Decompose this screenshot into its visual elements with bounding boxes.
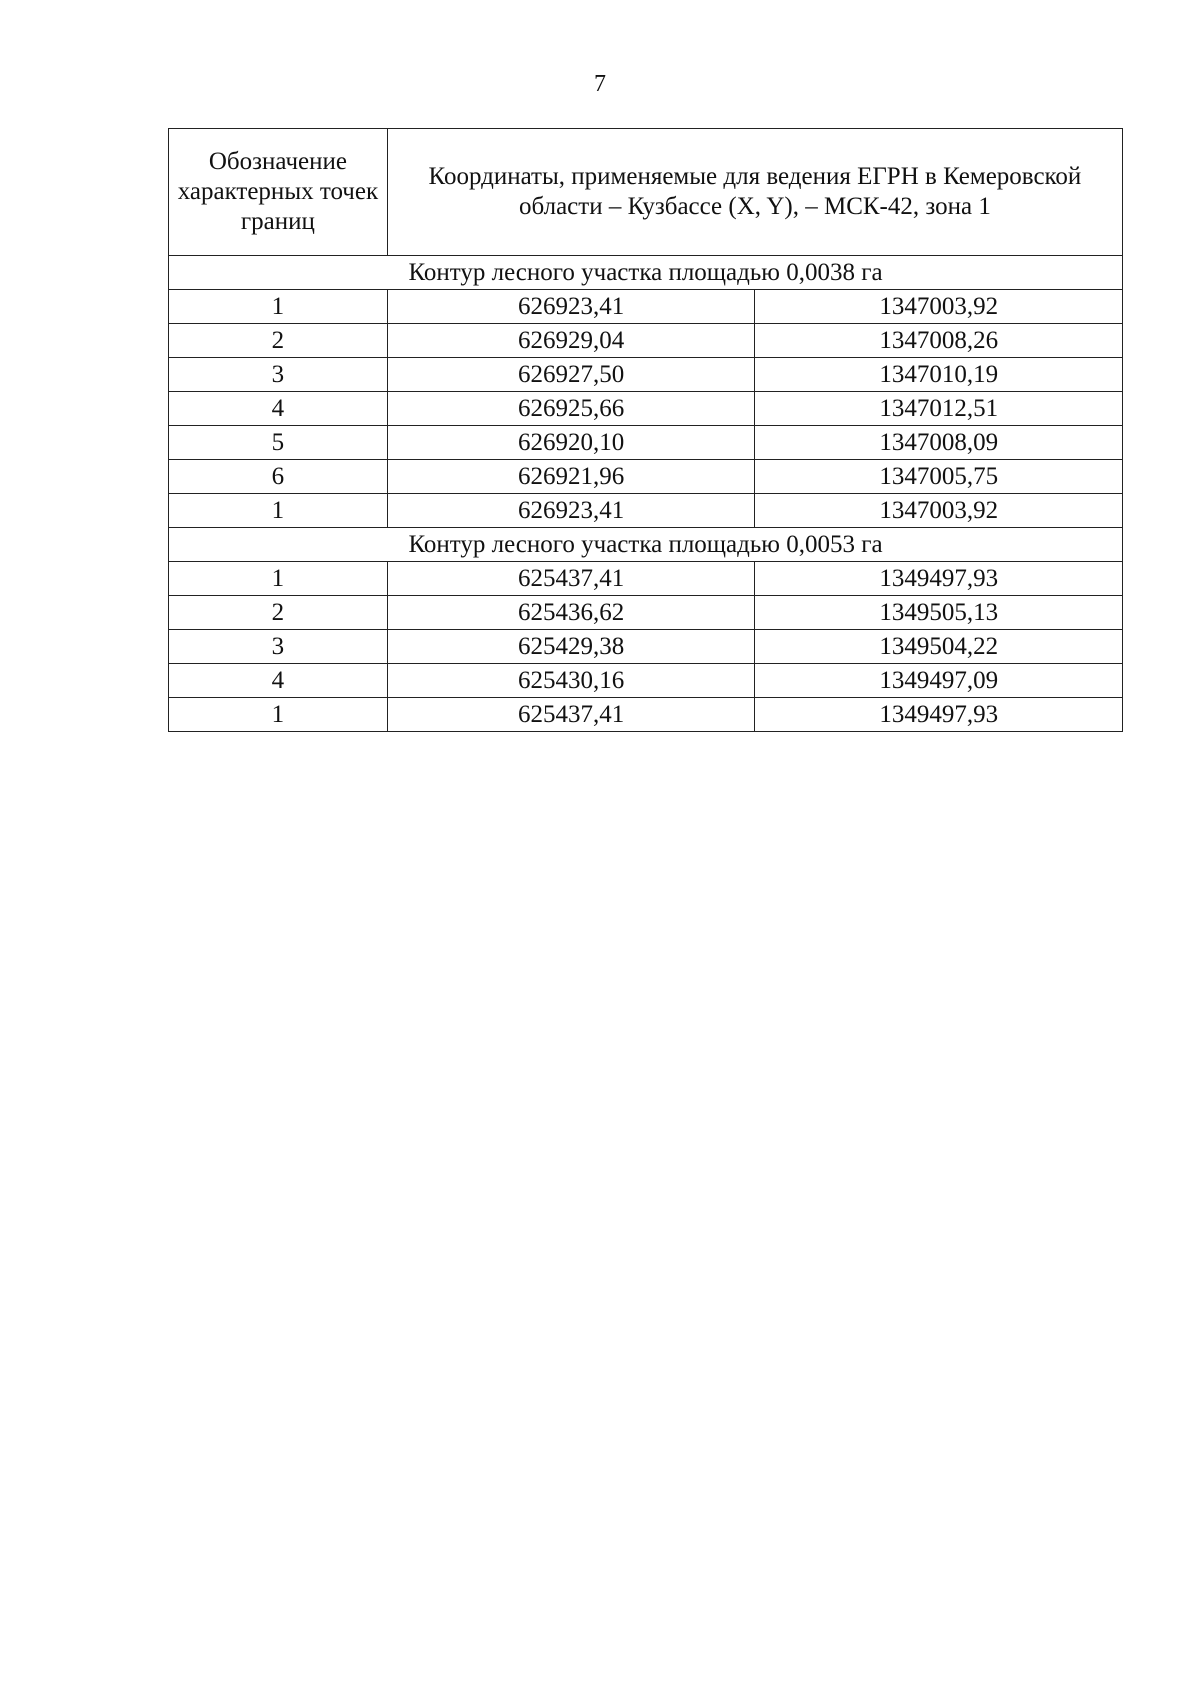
cell-x-coordinate: 626923,41 [387,290,755,324]
cell-y-coordinate: 1347012,51 [755,392,1123,426]
cell-y-coordinate: 1349497,93 [755,562,1123,596]
cell-y-coordinate: 1349497,09 [755,664,1123,698]
table-header-row [169,129,1123,256]
table-row [169,358,1123,392]
section-title: Контур лесного участка площадью 0,0038 га [169,256,1123,290]
cell-y-coordinate: 1347010,19 [755,358,1123,392]
cell-point: 2 [169,596,388,630]
table-row [169,324,1123,358]
cell-point: 4 [169,664,388,698]
cell-x-coordinate: 625430,16 [387,664,755,698]
cell-x-coordinate: 626925,66 [387,392,755,426]
cell-y-coordinate: 1347008,26 [755,324,1123,358]
table-row [169,596,1123,630]
table-row [169,290,1123,324]
cell-point: 1 [169,494,388,528]
cell-x-coordinate: 626929,04 [387,324,755,358]
section-title: Контур лесного участка площадью 0,0053 га [169,528,1123,562]
coordinates-table [168,128,1123,732]
cell-point: 3 [169,358,388,392]
cell-y-coordinate: 1349504,22 [755,630,1123,664]
cell-x-coordinate: 626921,96 [387,460,755,494]
cell-x-coordinate: 625437,41 [387,562,755,596]
cell-point: 3 [169,630,388,664]
table-body [169,256,1123,732]
cell-point: 4 [169,392,388,426]
cell-point: 2 [169,324,388,358]
page-number: 7 [594,71,606,97]
header-point-designation: Обозначение характерных точек границ [169,129,388,256]
cell-x-coordinate: 626923,41 [387,494,755,528]
table-row [169,630,1123,664]
cell-x-coordinate: 625429,38 [387,630,755,664]
cell-x-coordinate: 625437,41 [387,698,755,732]
table-row [169,460,1123,494]
cell-point: 5 [169,426,388,460]
cell-y-coordinate: 1347008,09 [755,426,1123,460]
cell-point: 1 [169,698,388,732]
cell-y-coordinate: 1349505,13 [755,596,1123,630]
table-row [169,494,1123,528]
cell-y-coordinate: 1347005,75 [755,460,1123,494]
header-coordinates: Координаты, применяемые для ведения ЕГРН в Кемеровской области – Кузбассе (X, Y), – МСК-42, зона 1 [387,129,1122,256]
cell-x-coordinate: 625436,62 [387,596,755,630]
cell-point: 6 [169,460,388,494]
cell-y-coordinate: 1347003,92 [755,494,1123,528]
table-row [169,562,1123,596]
table-row [169,392,1123,426]
section-title-row [169,528,1123,562]
table-row [169,664,1123,698]
cell-x-coordinate: 626920,10 [387,426,755,460]
section-title-row [169,256,1123,290]
table-row [169,698,1123,732]
cell-y-coordinate: 1349497,93 [755,698,1123,732]
cell-y-coordinate: 1347003,92 [755,290,1123,324]
cell-point: 1 [169,290,388,324]
cell-x-coordinate: 626927,50 [387,358,755,392]
table-row [169,426,1123,460]
cell-point: 1 [169,562,388,596]
